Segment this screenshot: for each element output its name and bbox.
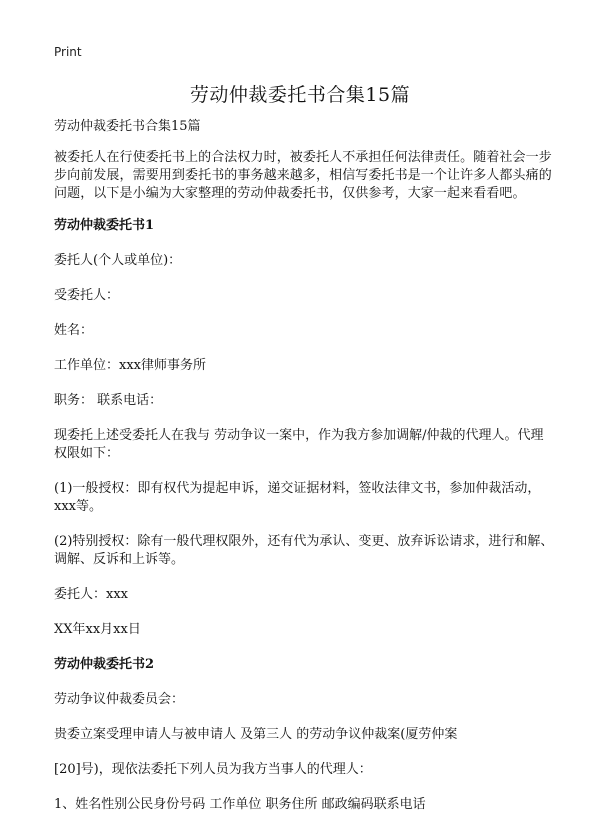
general-authorization: (1)一般授权：即有权代为提起申诉，递交证据材料，签收法律文书，参加仲裁活动，xxx等。 — [54, 481, 541, 514]
position-phone-line: 职务： 联系电话： — [54, 393, 163, 408]
intro-paragraph: 被委托人在行使委托书上的合法权力时，被委托人不承担任何法律责任。随着社会一步步向前发展，需要用到委托书的事务越来越多，相信写委托书是一个让许多人都头痛的问题，以下是小编为大家整理的劳动仲裁委托书，仅供参考，大家一起来看看吧。 — [54, 150, 552, 201]
item-line-1: 1、姓名性别公民身份号码 工作单位 职务住所 邮政编码联系电话 — [54, 797, 426, 812]
body-line-1: 贵委立案受理申请人与被申请人 及第三人 的劳动争议仲裁案(厦劳仲案 — [54, 727, 458, 742]
entrust-paragraph: 现委托上述受委托人在我与 劳动争议一案中，作为我方参加调解/仲裁的代理人。代理权限如下： — [54, 428, 544, 461]
print-label: Print — [54, 45, 82, 59]
date-line: XX年xx月xx日 — [54, 622, 141, 637]
signature-line: 委托人：xxx — [54, 587, 128, 602]
name-line: 姓名： — [54, 323, 94, 338]
special-authorization: (2)特别授权：除有一般代理权限外，还有代为承认、变更、放弃诉讼请求，进行和解、调解、反诉和上诉等。 — [54, 534, 554, 567]
employer-line: 工作单位：xxx律师事务所 — [54, 358, 206, 373]
addressee-line: 劳动争议仲裁委员会： — [54, 692, 185, 707]
document-title: 劳动仲裁委托书合集15篇 — [189, 84, 411, 106]
document-body — [54, 118, 554, 814]
principal-line: 委托人(个人或单位)： — [54, 253, 182, 268]
section-heading-1: 劳动仲裁委托书1 — [54, 218, 155, 233]
document-subtitle: 劳动仲裁委托书合集15篇 — [54, 119, 201, 134]
agent-line: 受委托人： — [54, 288, 120, 303]
section-heading-2: 劳动仲裁委托书2 — [54, 657, 155, 672]
body-line-2: [20]号)，现依法委托下列人员为我方当事人的代理人： — [54, 762, 372, 777]
